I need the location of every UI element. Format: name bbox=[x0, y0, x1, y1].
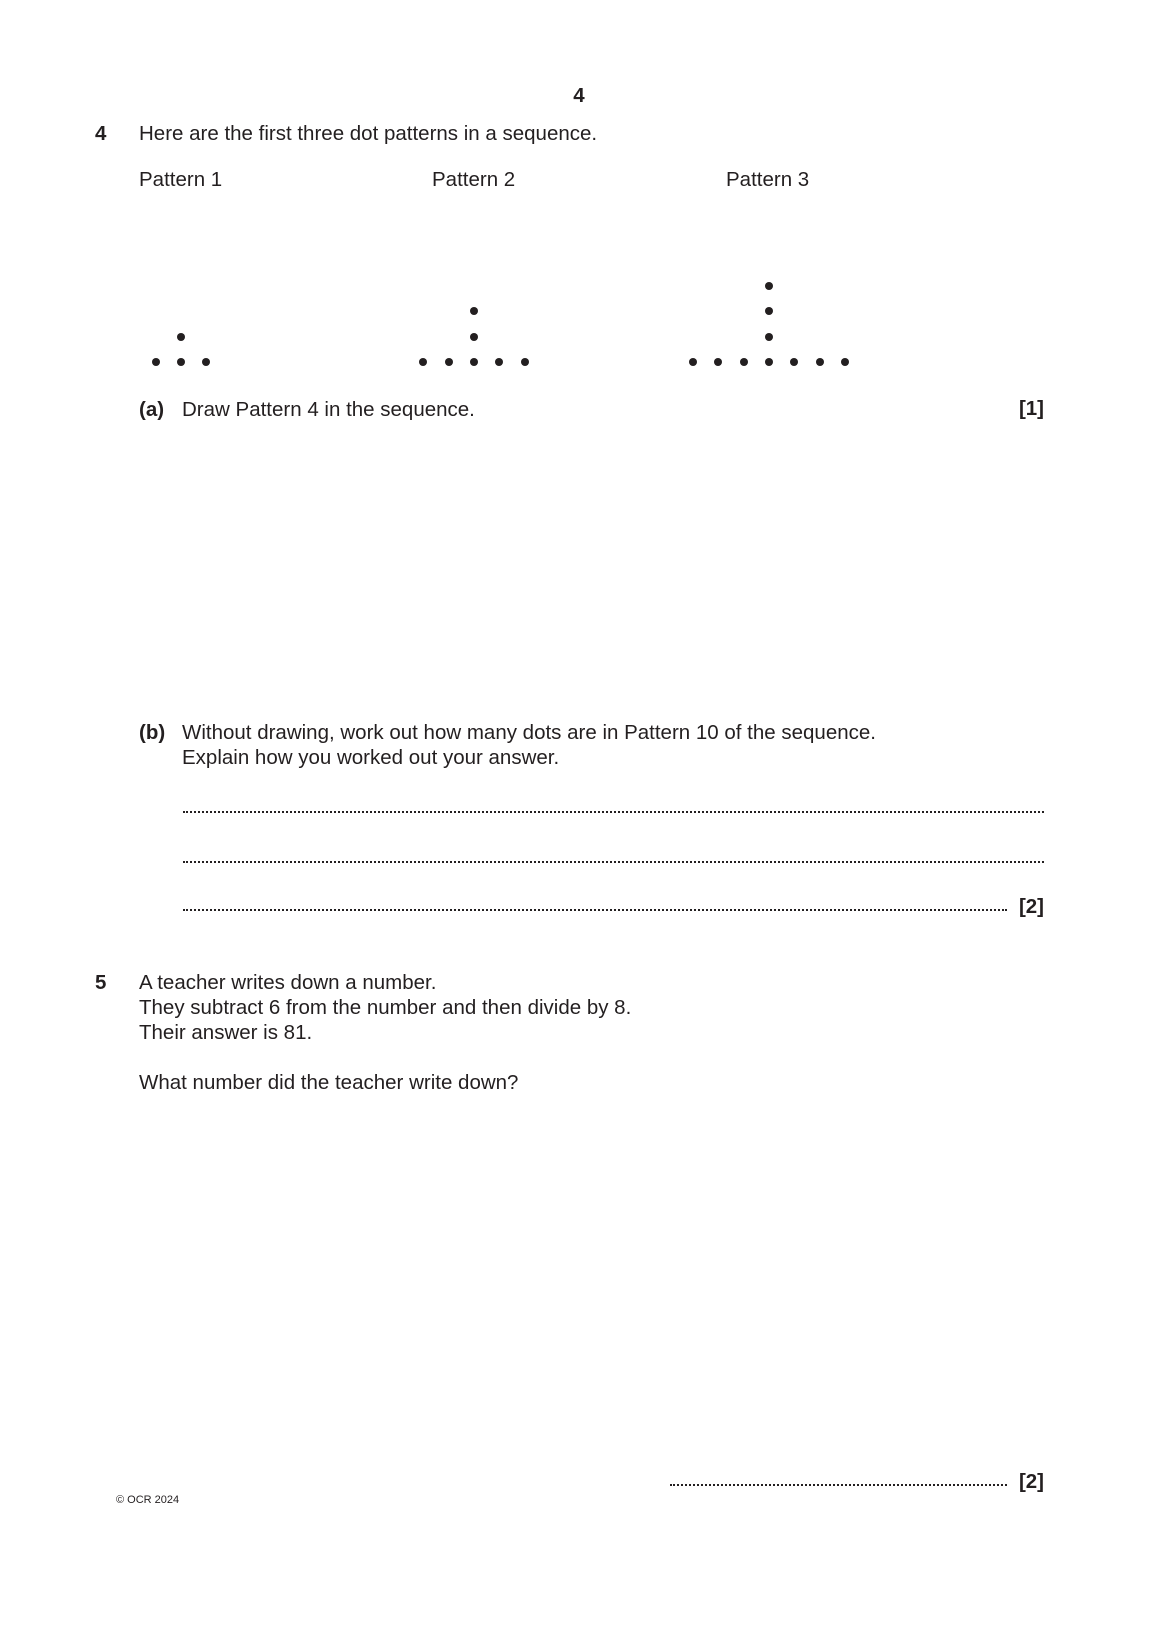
question-5-working-space[interactable] bbox=[139, 1105, 1044, 1455]
pattern-3-label: Pattern 3 bbox=[726, 168, 810, 191]
question-5-number: 5 bbox=[95, 971, 107, 994]
pattern-3-base-dot bbox=[790, 358, 798, 366]
pattern-2-base-dot bbox=[470, 358, 478, 366]
answer-line[interactable] bbox=[183, 861, 1044, 863]
question-5-answer-line[interactable] bbox=[670, 1484, 1007, 1486]
pattern-3-stem-dot bbox=[765, 282, 773, 290]
pattern-1-base-dot bbox=[202, 358, 210, 366]
answer-line[interactable] bbox=[183, 811, 1044, 813]
part-a-label: (a) bbox=[139, 398, 165, 421]
pattern-2-label: Pattern 2 bbox=[432, 168, 516, 191]
part-a-drawing-space[interactable] bbox=[139, 435, 1044, 705]
page-number: 4 bbox=[573, 84, 585, 107]
pattern-1-label: Pattern 1 bbox=[139, 168, 223, 191]
pattern-3-base-dot bbox=[714, 358, 722, 366]
question-5-marks: [2] bbox=[1018, 1470, 1044, 1493]
pattern-3-base-dot bbox=[841, 358, 849, 366]
question-5-line-3: Their answer is 81. bbox=[139, 1021, 313, 1044]
pattern-3-stem-dot bbox=[765, 307, 773, 315]
part-a-marks: [1] bbox=[1018, 397, 1044, 420]
part-b-line-2: Explain how you worked out your answer. bbox=[182, 746, 560, 769]
question-4-number: 4 bbox=[95, 122, 107, 145]
pattern-1-base-dot bbox=[177, 358, 185, 366]
question-5-line-2: They subtract 6 from the number and then divide by 8. bbox=[139, 996, 632, 1019]
dot-patterns-figure bbox=[0, 0, 1158, 400]
pattern-3-base-dot bbox=[816, 358, 824, 366]
question-5-question: What number did the teacher write down? bbox=[139, 1071, 519, 1094]
pattern-3-base-dot bbox=[740, 358, 748, 366]
pattern-3-base-dot bbox=[765, 358, 773, 366]
pattern-2-base-dot bbox=[445, 358, 453, 366]
pattern-2-stem-dot bbox=[470, 307, 478, 315]
copyright-footer: © OCR 2024 bbox=[116, 1494, 180, 1506]
pattern-2-base-dot bbox=[495, 358, 503, 366]
part-a-text: Draw Pattern 4 in the sequence. bbox=[182, 398, 475, 421]
pattern-2-base-dot bbox=[521, 358, 529, 366]
part-b-line-1: Without drawing, work out how many dots are in Pattern 10 of the sequence. bbox=[182, 721, 876, 744]
pattern-2-stem-dot bbox=[470, 333, 478, 341]
question-5-line-1: A teacher writes down a number. bbox=[139, 971, 437, 994]
pattern-3-stem-dot bbox=[765, 333, 773, 341]
pattern-1-base-dot bbox=[152, 358, 160, 366]
pattern-3-base-dot bbox=[689, 358, 697, 366]
pattern-2-base-dot bbox=[419, 358, 427, 366]
pattern-1-stem-dot bbox=[177, 333, 185, 341]
part-b-marks: [2] bbox=[1018, 895, 1044, 918]
answer-line[interactable] bbox=[183, 909, 1007, 911]
part-b-label: (b) bbox=[139, 721, 166, 744]
question-4-stem: Here are the first three dot patterns in a sequence. bbox=[139, 122, 598, 145]
